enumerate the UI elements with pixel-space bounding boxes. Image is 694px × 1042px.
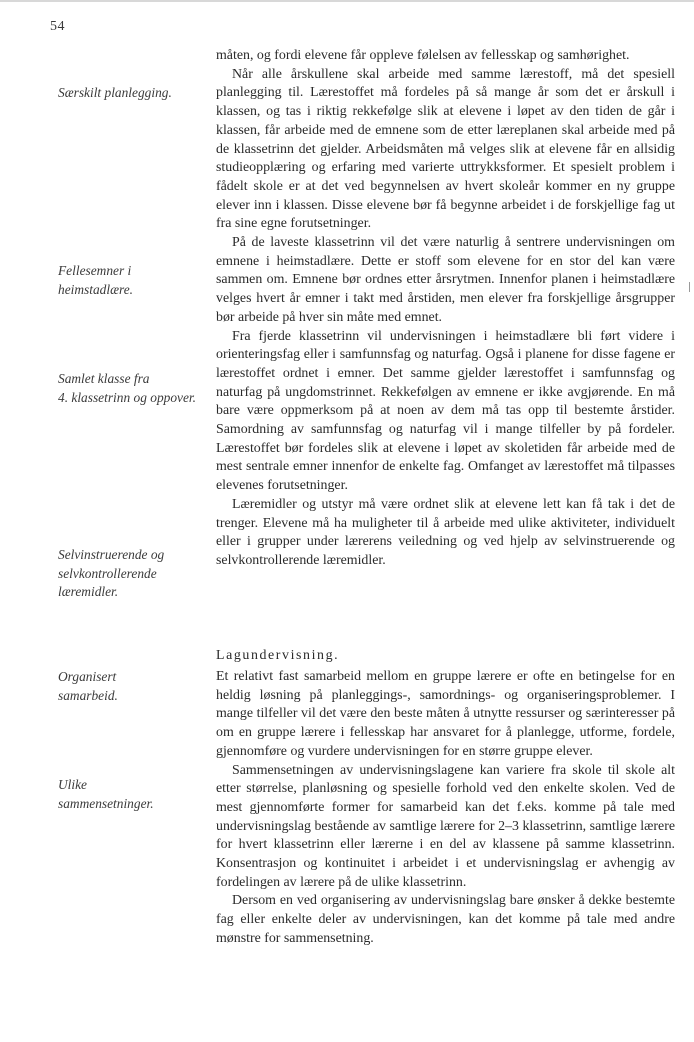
paragraph: Fra fjerde klassetrinn vil undervisningen i heimstadlære bli ført videre i orienteringsfag eller i samfunnsfag og naturfag. Også i planene for disse fagene er lærestoffet ordnet i emner. Det samme gjelder lærestoffet i samfunnsfag og naturfag på ungdomstrinnet. Rekkefølgen av emnene er ikke avgjørende. En må bare være oppmerksom på at noen av dem må tas opp til bestemte årstider. Samordning av samfunnsfag og naturfag vil i mange tilfeller by på fordeler. Lærestoffet bør fordeles slik at elevene i løpet av skoletiden får arbeide med de mest sentrale emner innenfor de enkelte fag. Omfanget av lærestoffet må tilpasses elevenes forutsetninger. <box>216 328 675 494</box>
margin-note-organisert-samarbeid <box>58 668 208 705</box>
margin-note-fellesemner <box>58 262 208 299</box>
paragraph: Dersom en ved organisering av undervisningslag bare ønsker å dekke bestemte fag eller enkelte deler av undervisningen, kan det komme på tale med andre mønstre for sammensetning. <box>216 893 675 946</box>
section-text-column <box>216 668 675 949</box>
margin-note-samlet-klasse <box>58 370 218 407</box>
margin-note-line: Selvinstruerende og <box>58 547 165 562</box>
margin-note-line: sammensetninger. <box>58 795 154 811</box>
top-border-rule <box>0 0 694 2</box>
margin-note-line: læremidler. <box>58 584 119 599</box>
margin-note-text: Særskilt planlegging. <box>58 85 172 100</box>
main-text-column <box>216 47 675 571</box>
margin-note-line: Fellesemner i <box>58 263 132 278</box>
page-number: 54 <box>50 19 65 34</box>
section-heading: Lagundervisning. <box>216 648 340 663</box>
margin-note-line: samarbeid. <box>58 687 118 703</box>
paragraph: Sammensetningen av undervisningslagene kan variere fra skole til skole alt etter størrelse, planløsning og spesielle forhold ved den enkelte skolen. Ved de mest gjennomførte former for samarbeid kan det f.eks. komme på tale med undervisningslag bestående av samtlige lærere for 2–3 klassetrinn, samtlige lærere for hvert klassetrinn eller lærerne i en del av klassene på samme klassetrinn. Konsentrasjon og kontinuitet i arbeidet i et undervisningslag er avhengig av fordelingen av lærere på de ulike klassetrinn. <box>216 762 675 890</box>
paragraph: Læremidler og utstyr må være ordnet slik at elevene lett kan få tak i det de trenger. Elevene må ha muligheter til å arbeide med ulike aktiviteter, individuelt eller i grupper under lærerens veiledning og ved hjelp av selvinstruerende og selvkontrollerende læremidler. <box>216 496 675 568</box>
margin-note-line: heimstadlære. <box>58 281 134 297</box>
margin-note-ulike-sammensetninger <box>58 776 208 813</box>
margin-note-line: selvkontrollerende <box>58 565 157 581</box>
margin-note-line: Organisert <box>58 669 117 684</box>
paragraph: Når alle årskullene skal arbeide med samme lærestoff, må det spesiell planlegging til. Lærestoffet må fordeles på så mange år som det er årskull i klassen, og tas i riktig rekkefølge slik at elevene i løpet av den tiden de går i klassen, får arbeide med de emnene som de etter læreplanen skal arbeide med på de klassetrinn det gjelder. Arbeidsmåten må velges slik at elevene får en allsidig studieopplæring og erfaring med varierte uttrykksformer. Et spesielt problem i fådelt skole er at det ved begynnelsen av hvert skoleår kommer en ny gruppe elever inn i klassen. Disse elevene bør få begynne arbeidet i de forskjellige fag ut fra sine egne forutsetninger. <box>216 66 675 232</box>
paragraph: måten, og fordi elevene får oppleve følelsen av fellesskap og samhørighet. <box>216 48 630 63</box>
margin-note-line: 4. klassetrinn og oppover. <box>58 389 196 405</box>
margin-note-saerskilt-planlegging <box>58 84 208 103</box>
edge-mark <box>689 282 690 292</box>
paragraph: Et relativt fast samarbeid mellom en gruppe lærere er ofte en betingelse for en heldig løsning på planleggings-, samordnings- og organiseringsproblemer. I mange tilfeller vil det være den beste måten å utnytte ressurser og særinteresser på om en gruppe lærere i fellesskap har ansvaret for å planlegge, utforme, fordele, gjennomføre og vurdere undervisningen for en større gruppe elever. <box>216 669 675 759</box>
margin-note-line: Ulike <box>58 777 87 792</box>
paragraph: På de laveste klassetrinn vil det være naturlig å sentrere undervisningen om emnene i heimstadlære. Dette er stoff som elevene for en stor del kan være sammen om. Emnene bør ordnes etter årsrytmen. Innenfor planen i heimstadlære velges hvert år emner i takt med årstiden, men elever fra forskjellige årsgrupper bør arbeide på hver sin måte med emnet. <box>216 235 675 325</box>
margin-note-line: Samlet klasse fra <box>58 371 150 386</box>
margin-note-selvinstruerende <box>58 546 208 602</box>
